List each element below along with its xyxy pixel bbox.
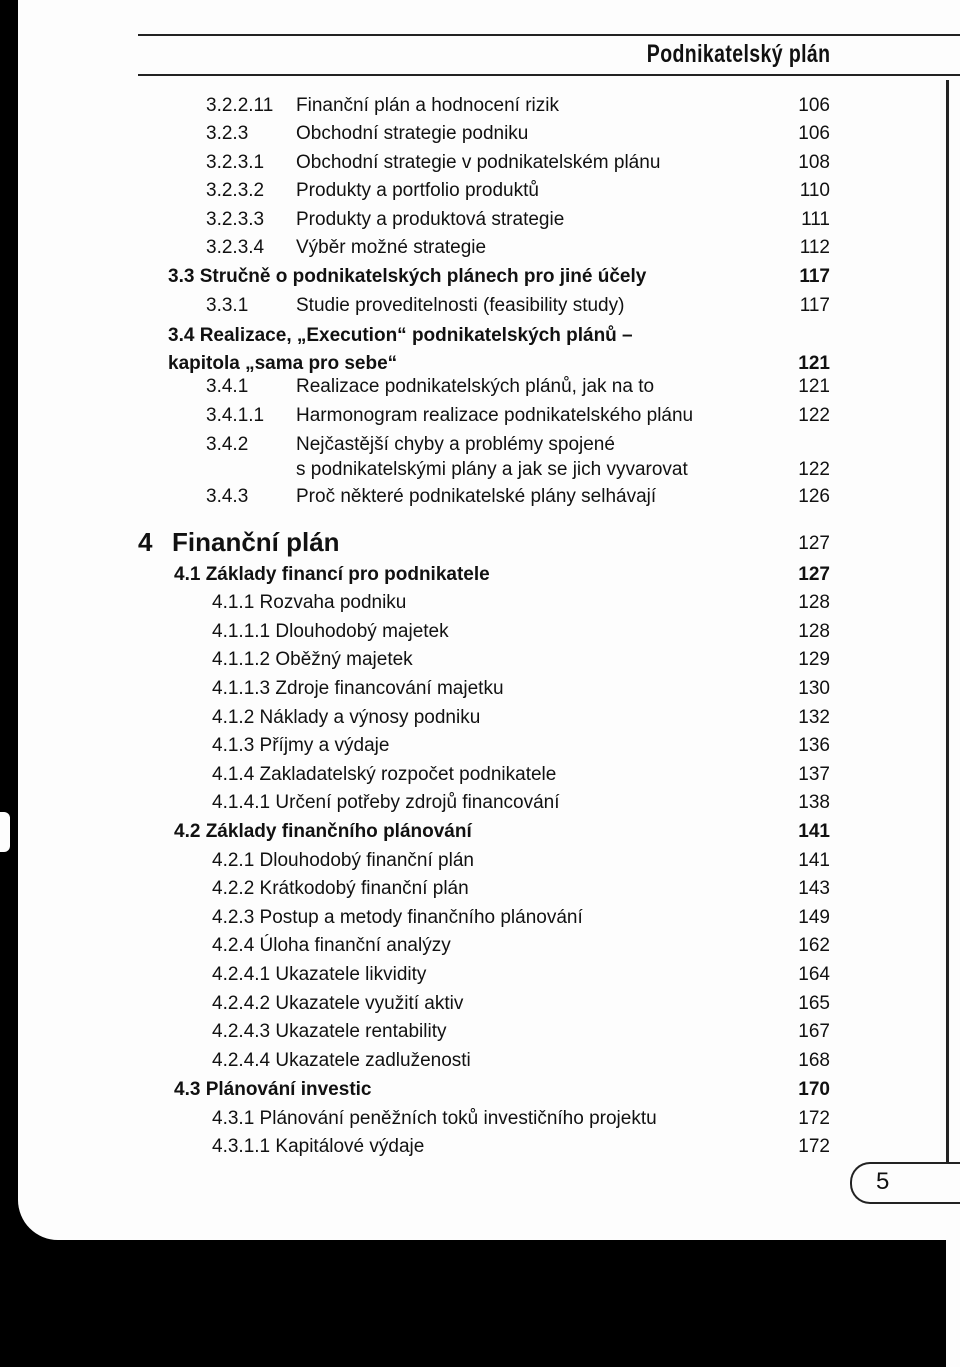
toc-entry [212, 761, 556, 789]
toc-entry-title: Stručně o podnikatelských plánech pro jiné účely [199, 266, 647, 287]
toc-entry-page: 117 [799, 295, 830, 316]
toc-entry-title: Dlouhodobý majetek [275, 621, 449, 642]
toc-entry-number: 4.1.4 [212, 764, 255, 785]
toc-entry [212, 618, 449, 646]
toc-entry-number: 4.2.4.3 [212, 1021, 271, 1042]
toc-entry-title: Příjmy a výdaje [259, 735, 390, 756]
toc-entry-page: 141 [798, 850, 830, 871]
toc-entry-number: 3.3.1 [206, 295, 249, 316]
toc-entry [212, 789, 560, 817]
toc-entry [212, 1047, 471, 1075]
toc-entry-number: 3.3 [168, 266, 195, 287]
toc-entry [212, 1018, 446, 1046]
toc-entry-page: 130 [798, 678, 830, 699]
toc-entry-number: 4.3.1.1 [212, 1136, 271, 1157]
toc-entry-page: 168 [798, 1050, 830, 1071]
toc-entry-number: 4.2.2 [212, 878, 255, 899]
toc-entry-number: 4.2.1 [212, 850, 255, 871]
toc-entry-number: 3.4 [168, 325, 195, 346]
toc-entry-title: Určení potřeby zdrojů financování [275, 792, 560, 813]
toc-entry-page: 143 [798, 878, 830, 899]
toc-entry-number: 4.2 [174, 821, 201, 842]
toc-entry-page: 149 [798, 907, 830, 928]
toc-entry-page: 170 [798, 1079, 830, 1100]
toc-entry-title: Plánování peněžních toků investičního projektu [259, 1108, 657, 1129]
page-number-badge [850, 1162, 960, 1204]
toc-entry-title: Zdroje financování majetku [275, 678, 504, 699]
toc-entry-number: 3.2.2.11 [206, 95, 274, 116]
toc-entry-title: Ukazatele rentability [275, 1021, 447, 1042]
toc-entry-page: 129 [798, 649, 830, 670]
toc-entry [212, 961, 426, 989]
toc-entry-page: 117 [799, 266, 830, 287]
toc-entry [212, 1105, 657, 1133]
toc-entry [212, 704, 480, 732]
page-number: 5 [876, 1168, 890, 1195]
toc-entry [174, 561, 490, 589]
toc-entry-page: 108 [798, 152, 830, 173]
toc-entry-page: 127 [798, 533, 830, 554]
toc-entry-number: 4.1.1.2 [212, 649, 271, 670]
toc-entry [168, 322, 633, 350]
toc-entry-title: Dlouhodobý finanční plán [259, 850, 474, 871]
toc-entry-number: 4.2.4.4 [212, 1050, 271, 1071]
toc-entry-title: Obchodní strategie v podnikatelském plánu [296, 152, 661, 173]
toc-entry-page: 164 [798, 964, 830, 985]
toc-entry [212, 990, 463, 1018]
toc-entry [168, 263, 646, 291]
toc-entry-number: 3.2.3.4 [206, 237, 265, 258]
toc-entry-number: 3.4.1.1 [206, 405, 265, 426]
toc-entry-page: 128 [798, 621, 830, 642]
toc-entry-page: 112 [799, 237, 830, 258]
toc-entry-number: 3.4.2 [206, 434, 249, 455]
toc-entry [212, 875, 469, 903]
toc-entry-page: 136 [798, 735, 830, 756]
toc-entry [212, 732, 389, 760]
toc-entry-number: 4.2.4 [212, 935, 255, 956]
toc-entry-title: Realizace podnikatelských plánů, jak na to [296, 376, 655, 397]
toc-entry-number: 4.1.1 [212, 592, 255, 613]
toc-entry-title: Realizace, „Execution“ podnikatelských plánů – [199, 325, 633, 346]
toc-entry-number: 3.2.3.2 [206, 180, 265, 201]
toc-entry-page: 132 [798, 707, 830, 728]
toc-entry-page: 121 [798, 376, 830, 397]
chapter-title: Finanční plán [172, 527, 340, 557]
toc-entry-page: 121 [798, 353, 830, 374]
toc-entry-page: 110 [799, 180, 830, 201]
toc-entry [174, 818, 472, 846]
toc-entry-title: Finanční plán a hodnocení rizik [296, 95, 559, 116]
toc-entry-title: Produkty a portfolio produktů [296, 180, 539, 201]
toc-entry-title: Postup a metody finančního plánování [259, 907, 583, 928]
toc-entry-title: Zakladatelský rozpočet podnikatele [259, 764, 557, 785]
toc-entry-title-continued: kapitola „sama pro sebe“ [168, 353, 398, 374]
toc-entry-title: Produkty a produktová strategie [296, 209, 565, 230]
toc-entry-number: 3.4.3 [206, 486, 249, 507]
toc-entry-page: 111 [801, 209, 830, 230]
toc-entry-title: Ukazatele zadluženosti [275, 1050, 471, 1071]
toc-entry-number: 4.1.1.3 [212, 678, 271, 699]
header-rule-bottom [138, 74, 960, 76]
page-edge-tab [0, 812, 10, 852]
toc-entry-number: 4.2.4.2 [212, 993, 271, 1014]
toc-entry-page: 141 [798, 821, 830, 842]
toc-entry [212, 675, 504, 703]
toc-entry-title: Plánování investic [205, 1079, 372, 1100]
toc-entry-title: Úloha finanční analýzy [259, 935, 451, 956]
toc-entry-page: 128 [798, 592, 830, 613]
toc-entry-number: 4.1.4.1 [212, 792, 271, 813]
toc-entry-title: Výběr možné strategie [296, 237, 487, 258]
toc-entry-title: Náklady a výnosy podniku [259, 707, 481, 728]
toc-entry-page: 172 [798, 1136, 830, 1157]
toc-entry-title: Harmonogram realizace podnikatelského plánu [296, 405, 694, 426]
toc-entry-page: 162 [798, 935, 830, 956]
toc-entry-page: 106 [798, 95, 830, 116]
toc-entry-title: Oběžný majetek [275, 649, 413, 670]
toc-entry-title: Ukazatele likvidity [275, 964, 427, 985]
toc-entry-page: 122 [798, 459, 830, 480]
toc-entry-number: 4.3.1 [212, 1108, 255, 1129]
toc-entry-number: 3.2.3.3 [206, 209, 265, 230]
toc-entry-title: Proč některé podnikatelské plány selhávají [296, 486, 657, 507]
toc-entry-number: 4 [138, 527, 153, 557]
toc-entry-number: 4.2.4.1 [212, 964, 271, 985]
toc-entry [212, 847, 474, 875]
toc-entry-title: Obchodní strategie podniku [296, 123, 529, 144]
toc-entry-page: 127 [798, 564, 830, 585]
header-rule-top [138, 34, 960, 36]
toc-entry-title: Rozvaha podniku [259, 592, 407, 613]
toc-entry-page: 138 [798, 792, 830, 813]
toc-entry-number: 4.1.1.1 [212, 621, 271, 642]
toc-entry-title: Kapitálové výdaje [275, 1136, 425, 1157]
toc-entry-title: Krátkodobý finanční plán [259, 878, 469, 899]
toc-entry-number: 4.1.2 [212, 707, 255, 728]
toc-entry-page: 106 [798, 123, 830, 144]
toc-entry-number: 3.2.3 [206, 123, 249, 144]
toc-entry-title: Studie proveditelnosti (feasibility study) [296, 295, 625, 316]
toc-entry-page: 137 [798, 764, 830, 785]
toc-entry [212, 589, 406, 617]
toc-entry-number: 4.2.3 [212, 907, 255, 928]
toc-entry [174, 1076, 372, 1104]
toc-entry [212, 646, 413, 674]
toc-entry-title-continued: s podnikatelskými plány a jak se jich vyvarovat [296, 459, 688, 480]
toc-entry-page: 165 [798, 993, 830, 1014]
toc-entry-number: 3.4.1 [206, 376, 249, 397]
toc-entry-page: 126 [798, 486, 830, 507]
toc-entry-title: Ukazatele využití aktiv [275, 993, 464, 1014]
toc-entry-title: Základy finančního plánování [205, 821, 472, 842]
toc-entry-number: 4.1 [174, 564, 201, 585]
running-header-title: Podnikatelský plán [646, 40, 830, 68]
toc-entry-title: Nejčastější chyby a problémy spojené [296, 434, 615, 455]
toc-entry [212, 1133, 424, 1161]
toc-entry-number: 4.3 [174, 1079, 201, 1100]
toc-entry-title: Základy financí pro podnikatele [205, 564, 490, 585]
toc-entry-number: 4.1.3 [212, 735, 255, 756]
toc-entry [212, 904, 583, 932]
toc-entry-number: 3.2.3.1 [206, 152, 265, 173]
toc-entry-page: 172 [798, 1108, 830, 1129]
toc-entry-page: 167 [798, 1021, 830, 1042]
toc-entry [212, 932, 451, 960]
toc-entry-page: 122 [798, 405, 830, 426]
